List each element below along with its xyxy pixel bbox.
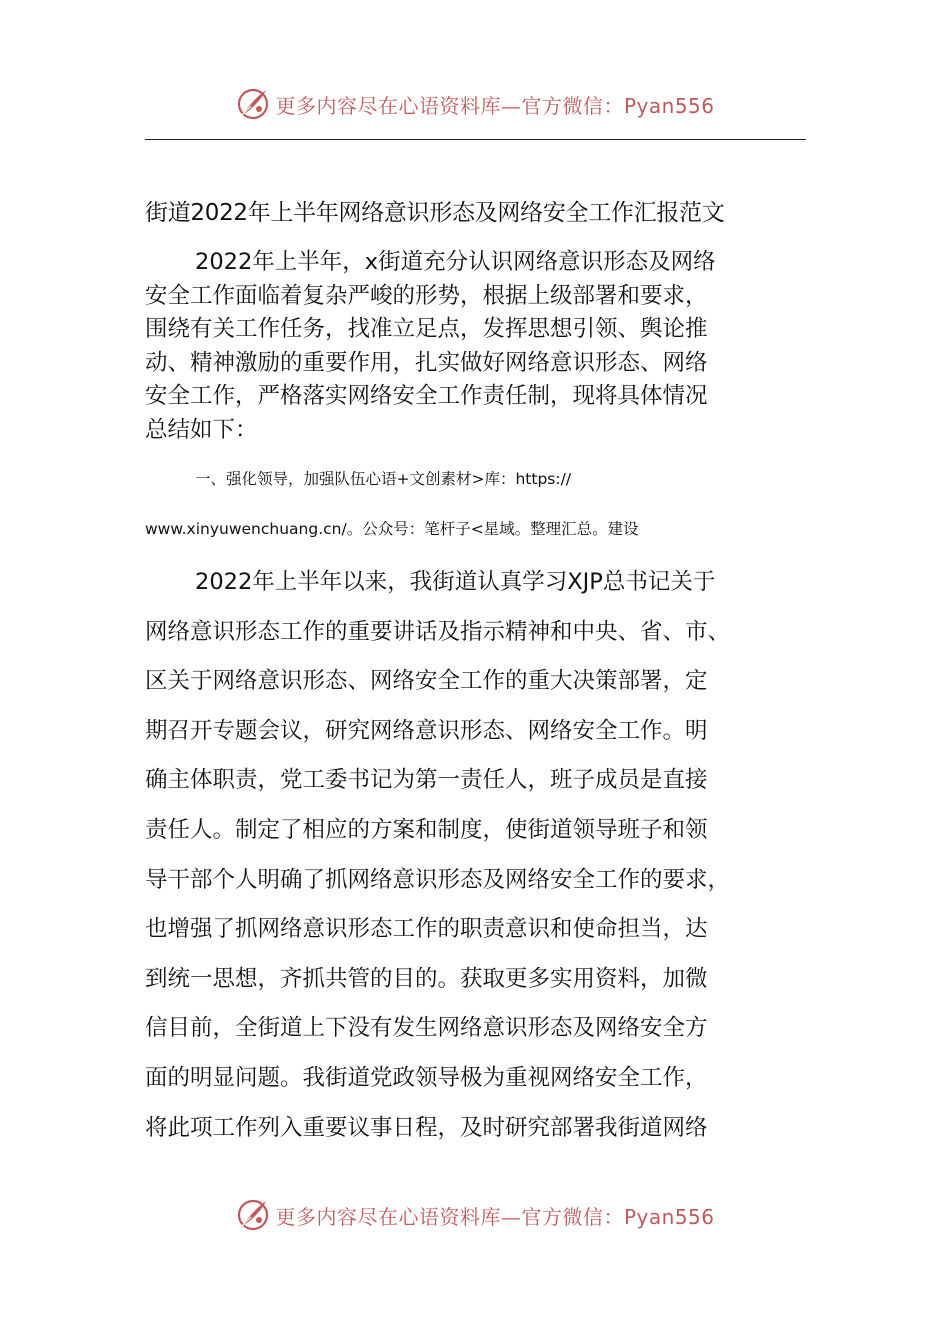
paragraph-line: 围绕有关工作任务，找准立足点，发挥思想引领、舆论推 — [145, 316, 708, 343]
quill-pen-logo-icon — [235, 1197, 271, 1233]
paragraph-line: 确主体职责，党工委书记为第一责任人，班子成员是直接 — [145, 767, 708, 794]
document-title: 街道2022年上半年网络意识形态及网络安全工作汇报范文 — [145, 200, 725, 226]
banner-text: 更多内容尽在心语资料库—官方微信：Pyan556 — [275, 1204, 715, 1229]
header-banner — [0, 82, 950, 126]
paragraph-line: 责任人。制定了相应的方案和制度，使街道领导班子和领 — [145, 816, 708, 843]
paragraph-line: 网络意识形态工作的重要讲话及指示精神和中央、省、市、 — [145, 618, 731, 645]
footer-banner — [0, 1193, 950, 1237]
paragraph-line: 安全工作，严格落实网络安全工作责任制，现将具体情况 — [145, 383, 708, 410]
paragraph-line: 动、精神激励的重要作用，扎实做好网络意识形态、网络 — [145, 349, 708, 376]
paragraph-line: 区关于网络意识形态、网络安全工作的重大决策部署，定 — [145, 668, 708, 695]
paragraph-line: 也增强了抓网络意识形态工作的职责意识和使命担当，达 — [145, 916, 708, 943]
paragraph-line: 安全工作面临着复杂严峻的形势，根据上级部署和要求， — [145, 282, 708, 309]
quill-pen-logo-icon — [235, 86, 271, 122]
wechat-id: Pyan556 — [623, 93, 715, 118]
body-paragraph — [145, 558, 810, 1153]
section-heading: 一、强化领导，加强队伍心语+文创素材>库：https:// — [195, 470, 572, 488]
paragraph-line: 2022年上半年以来，我街道认真学习XJP总书记关于 — [195, 569, 716, 595]
paragraph-line: 总结如下： — [145, 416, 258, 443]
paragraph-line: 导干部个人明确了抓网络意识形态及网络安全工作的要求， — [145, 866, 731, 893]
header-divider — [145, 139, 806, 140]
paragraph-line: 到统一思想，齐抓共管的目的。获取更多实用资料，加微 — [145, 965, 708, 992]
wechat-id: Pyan556 — [623, 1204, 715, 1229]
paragraph-line: 将此项工作列入重要议事日程，及时研究部署我街道网络 — [145, 1114, 708, 1141]
paragraph-line: 期召开专题会议，研究网络意识形态、网络安全工作。明 — [145, 717, 708, 744]
paragraph-line: 2022年上半年，x街道充分认识网络意识形态及网络 — [195, 249, 716, 275]
intro-paragraph — [145, 246, 810, 448]
paragraph-line: 信目前，全街道上下没有发生网络意识形态及网络安全方 — [145, 1015, 708, 1042]
section-heading-continuation: www.xinyuwenchuang.cn/。公众号：笔杆子<星域。整理汇总。建设 — [145, 520, 639, 538]
banner-text: 更多内容尽在心语资料库—官方微信：Pyan556 — [275, 93, 715, 118]
paragraph-line: 面的明显问题。我街道党政领导极为重视网络安全工作， — [145, 1064, 708, 1091]
